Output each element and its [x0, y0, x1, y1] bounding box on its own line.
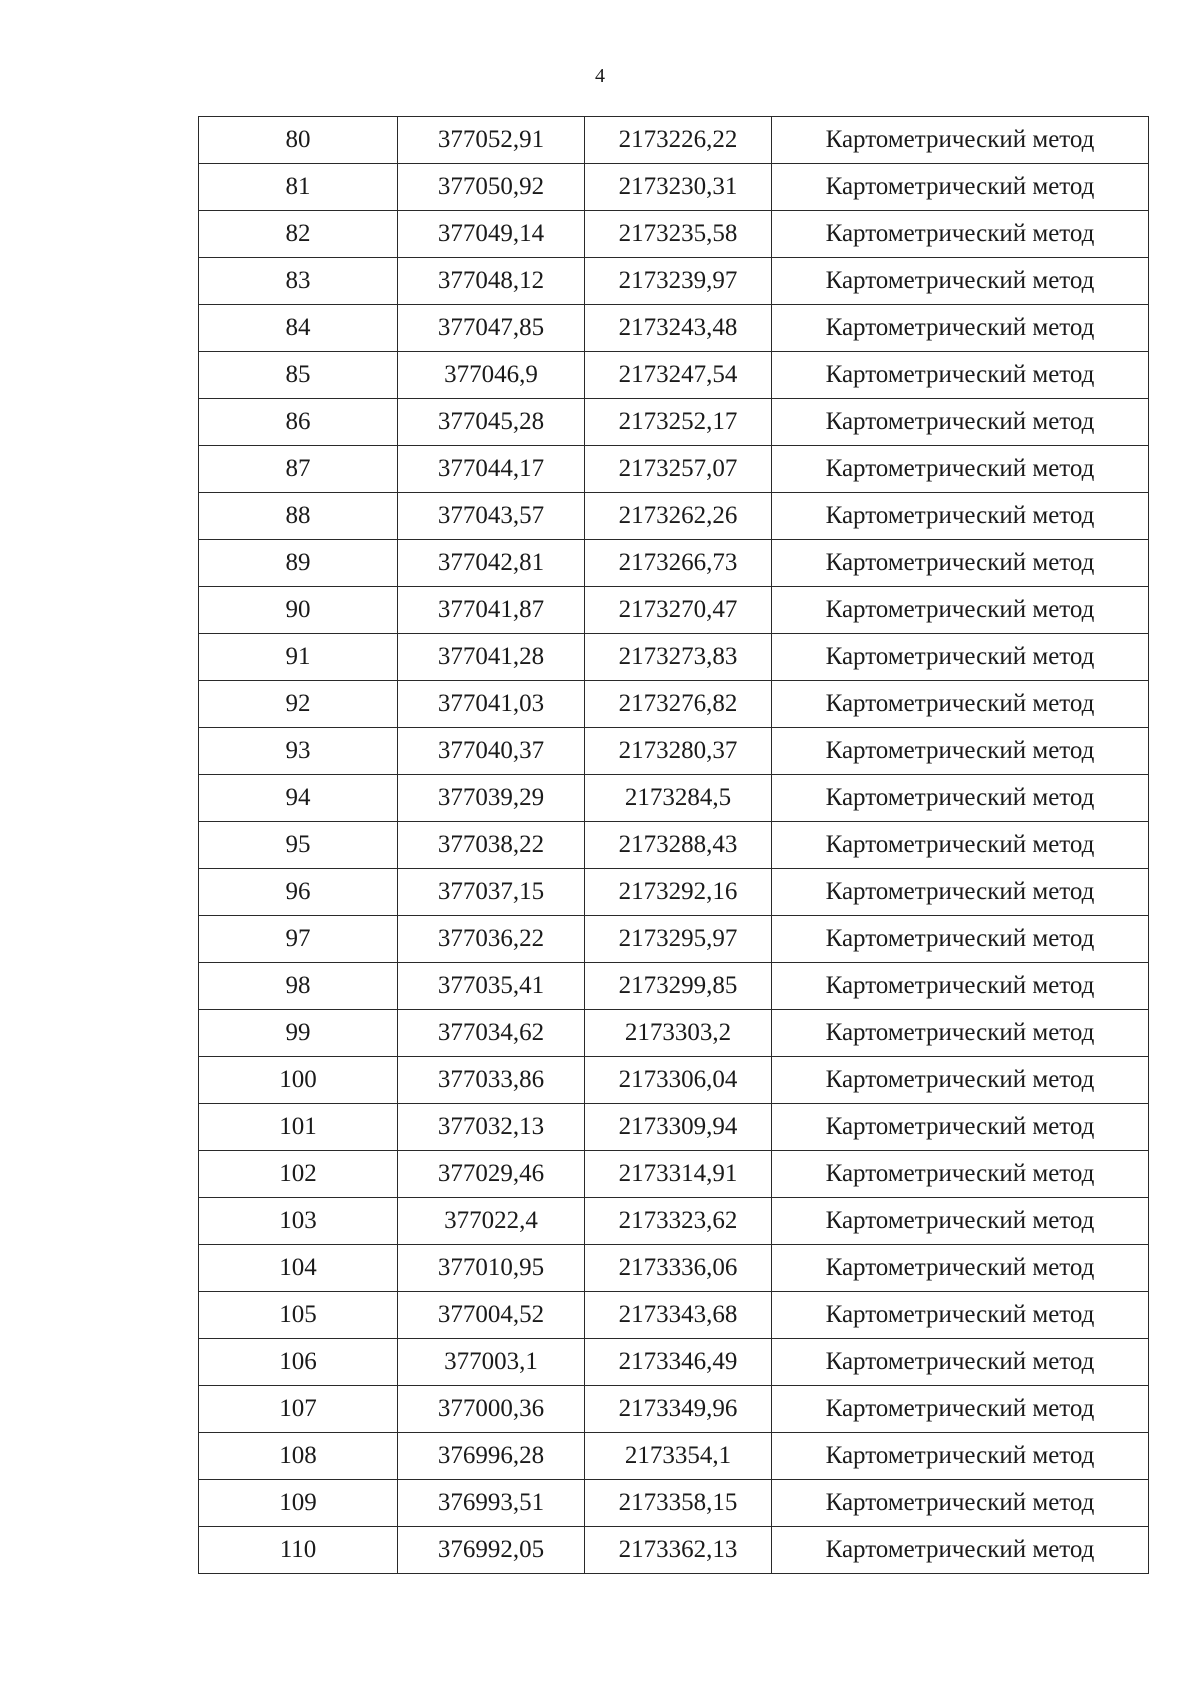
y-coordinate-cell: 2173362,13	[585, 1527, 772, 1574]
point-number-cell: 94	[199, 775, 398, 822]
y-coordinate-cell: 2173243,48	[585, 305, 772, 352]
table-row	[199, 728, 1149, 775]
point-number-cell: 104	[199, 1245, 398, 1292]
x-coordinate-cell: 376993,51	[398, 1480, 585, 1527]
coordinates-table	[198, 116, 1149, 1574]
method-cell: Картометрический метод	[772, 587, 1149, 634]
point-number-cell: 84	[199, 305, 398, 352]
x-coordinate-cell: 377033,86	[398, 1057, 585, 1104]
point-number-cell: 92	[199, 681, 398, 728]
y-coordinate-cell: 2173303,2	[585, 1010, 772, 1057]
x-coordinate-cell: 377037,15	[398, 869, 585, 916]
method-cell: Картометрический метод	[772, 117, 1149, 164]
point-number-cell: 100	[199, 1057, 398, 1104]
method-cell: Картометрический метод	[772, 446, 1149, 493]
y-coordinate-cell: 2173280,37	[585, 728, 772, 775]
point-number-cell: 110	[199, 1527, 398, 1574]
table-row	[199, 1433, 1149, 1480]
method-cell: Картометрический метод	[772, 1292, 1149, 1339]
x-coordinate-cell: 377046,9	[398, 352, 585, 399]
point-number-cell: 108	[199, 1433, 398, 1480]
x-coordinate-cell: 377043,57	[398, 493, 585, 540]
y-coordinate-cell: 2173336,06	[585, 1245, 772, 1292]
x-coordinate-cell: 377050,92	[398, 164, 585, 211]
method-cell: Картометрический метод	[772, 1527, 1149, 1574]
y-coordinate-cell: 2173295,97	[585, 916, 772, 963]
y-coordinate-cell: 2173226,22	[585, 117, 772, 164]
table-row	[199, 775, 1149, 822]
table-row	[199, 1386, 1149, 1433]
point-number-cell: 82	[199, 211, 398, 258]
table-row	[199, 822, 1149, 869]
table-row	[199, 869, 1149, 916]
x-coordinate-cell: 377032,13	[398, 1104, 585, 1151]
method-cell: Картометрический метод	[772, 916, 1149, 963]
method-cell: Картометрический метод	[772, 963, 1149, 1010]
x-coordinate-cell: 377042,81	[398, 540, 585, 587]
y-coordinate-cell: 2173346,49	[585, 1339, 772, 1386]
y-coordinate-cell: 2173276,82	[585, 681, 772, 728]
method-cell: Картометрический метод	[772, 681, 1149, 728]
table-row	[199, 1010, 1149, 1057]
x-coordinate-cell: 377049,14	[398, 211, 585, 258]
method-cell: Картометрический метод	[772, 1433, 1149, 1480]
method-cell: Картометрический метод	[772, 822, 1149, 869]
x-coordinate-cell: 377000,36	[398, 1386, 585, 1433]
point-number-cell: 93	[199, 728, 398, 775]
table-row	[199, 1292, 1149, 1339]
y-coordinate-cell: 2173288,43	[585, 822, 772, 869]
method-cell: Картометрический метод	[772, 164, 1149, 211]
table-row	[199, 117, 1149, 164]
point-number-cell: 89	[199, 540, 398, 587]
coordinates-table-body	[199, 117, 1149, 1574]
y-coordinate-cell: 2173349,96	[585, 1386, 772, 1433]
table-row	[199, 916, 1149, 963]
point-number-cell: 88	[199, 493, 398, 540]
table-row	[199, 1198, 1149, 1245]
x-coordinate-cell: 377041,28	[398, 634, 585, 681]
x-coordinate-cell: 377052,91	[398, 117, 585, 164]
method-cell: Картометрический метод	[772, 305, 1149, 352]
table-row	[199, 1339, 1149, 1386]
y-coordinate-cell: 2173343,68	[585, 1292, 772, 1339]
table-row	[199, 446, 1149, 493]
method-cell: Картометрический метод	[772, 1151, 1149, 1198]
table-row	[199, 587, 1149, 634]
page-number: 4	[595, 65, 605, 87]
point-number-cell: 98	[199, 963, 398, 1010]
table-row	[199, 352, 1149, 399]
y-coordinate-cell: 2173262,26	[585, 493, 772, 540]
y-coordinate-cell: 2173306,04	[585, 1057, 772, 1104]
point-number-cell: 106	[199, 1339, 398, 1386]
table-row	[199, 164, 1149, 211]
x-coordinate-cell: 377047,85	[398, 305, 585, 352]
x-coordinate-cell: 376996,28	[398, 1433, 585, 1480]
point-number-cell: 97	[199, 916, 398, 963]
method-cell: Картометрический метод	[772, 728, 1149, 775]
y-coordinate-cell: 2173358,15	[585, 1480, 772, 1527]
point-number-cell: 81	[199, 164, 398, 211]
table-row	[199, 493, 1149, 540]
point-number-cell: 90	[199, 587, 398, 634]
y-coordinate-cell: 2173309,94	[585, 1104, 772, 1151]
x-coordinate-cell: 376992,05	[398, 1527, 585, 1574]
x-coordinate-cell: 377022,4	[398, 1198, 585, 1245]
x-coordinate-cell: 377039,29	[398, 775, 585, 822]
y-coordinate-cell: 2173230,31	[585, 164, 772, 211]
y-coordinate-cell: 2173299,85	[585, 963, 772, 1010]
y-coordinate-cell: 2173292,16	[585, 869, 772, 916]
x-coordinate-cell: 377003,1	[398, 1339, 585, 1386]
x-coordinate-cell: 377034,62	[398, 1010, 585, 1057]
y-coordinate-cell: 2173284,5	[585, 775, 772, 822]
method-cell: Картометрический метод	[772, 352, 1149, 399]
table-row	[199, 211, 1149, 258]
point-number-cell: 83	[199, 258, 398, 305]
point-number-cell: 101	[199, 1104, 398, 1151]
method-cell: Картометрический метод	[772, 399, 1149, 446]
method-cell: Картометрический метод	[772, 634, 1149, 681]
table-row	[199, 1151, 1149, 1198]
method-cell: Картометрический метод	[772, 211, 1149, 258]
method-cell: Картометрический метод	[772, 1198, 1149, 1245]
table-row	[199, 963, 1149, 1010]
point-number-cell: 85	[199, 352, 398, 399]
table-row	[199, 399, 1149, 446]
method-cell: Картометрический метод	[772, 258, 1149, 305]
x-coordinate-cell: 377038,22	[398, 822, 585, 869]
y-coordinate-cell: 2173314,91	[585, 1151, 772, 1198]
method-cell: Картометрический метод	[772, 1104, 1149, 1151]
point-number-cell: 102	[199, 1151, 398, 1198]
x-coordinate-cell: 377048,12	[398, 258, 585, 305]
method-cell: Картометрический метод	[772, 869, 1149, 916]
point-number-cell: 87	[199, 446, 398, 493]
x-coordinate-cell: 377044,17	[398, 446, 585, 493]
method-cell: Картометрический метод	[772, 1480, 1149, 1527]
table-row	[199, 540, 1149, 587]
x-coordinate-cell: 377045,28	[398, 399, 585, 446]
table-row	[199, 681, 1149, 728]
x-coordinate-cell: 377040,37	[398, 728, 585, 775]
point-number-cell: 109	[199, 1480, 398, 1527]
point-number-cell: 99	[199, 1010, 398, 1057]
table-row	[199, 1057, 1149, 1104]
method-cell: Картометрический метод	[772, 1386, 1149, 1433]
point-number-cell: 96	[199, 869, 398, 916]
table-row	[199, 258, 1149, 305]
y-coordinate-cell: 2173247,54	[585, 352, 772, 399]
y-coordinate-cell: 2173239,97	[585, 258, 772, 305]
y-coordinate-cell: 2173354,1	[585, 1433, 772, 1480]
x-coordinate-cell: 377004,52	[398, 1292, 585, 1339]
x-coordinate-cell: 377041,87	[398, 587, 585, 634]
method-cell: Картометрический метод	[772, 493, 1149, 540]
x-coordinate-cell: 377029,46	[398, 1151, 585, 1198]
table-row	[199, 634, 1149, 681]
method-cell: Картометрический метод	[772, 775, 1149, 822]
method-cell: Картометрический метод	[772, 1057, 1149, 1104]
x-coordinate-cell: 377041,03	[398, 681, 585, 728]
point-number-cell: 107	[199, 1386, 398, 1433]
x-coordinate-cell: 377035,41	[398, 963, 585, 1010]
point-number-cell: 103	[199, 1198, 398, 1245]
table-row	[199, 1527, 1149, 1574]
y-coordinate-cell: 2173252,17	[585, 399, 772, 446]
method-cell: Картометрический метод	[772, 1245, 1149, 1292]
x-coordinate-cell: 377036,22	[398, 916, 585, 963]
y-coordinate-cell: 2173323,62	[585, 1198, 772, 1245]
y-coordinate-cell: 2173270,47	[585, 587, 772, 634]
method-cell: Картометрический метод	[772, 540, 1149, 587]
point-number-cell: 80	[199, 117, 398, 164]
point-number-cell: 105	[199, 1292, 398, 1339]
point-number-cell: 91	[199, 634, 398, 681]
point-number-cell: 86	[199, 399, 398, 446]
y-coordinate-cell: 2173273,83	[585, 634, 772, 681]
y-coordinate-cell: 2173266,73	[585, 540, 772, 587]
method-cell: Картометрический метод	[772, 1010, 1149, 1057]
table-row	[199, 305, 1149, 352]
table-row	[199, 1104, 1149, 1151]
y-coordinate-cell: 2173235,58	[585, 211, 772, 258]
point-number-cell: 95	[199, 822, 398, 869]
x-coordinate-cell: 377010,95	[398, 1245, 585, 1292]
table-row	[199, 1480, 1149, 1527]
method-cell: Картометрический метод	[772, 1339, 1149, 1386]
table-row	[199, 1245, 1149, 1292]
y-coordinate-cell: 2173257,07	[585, 446, 772, 493]
